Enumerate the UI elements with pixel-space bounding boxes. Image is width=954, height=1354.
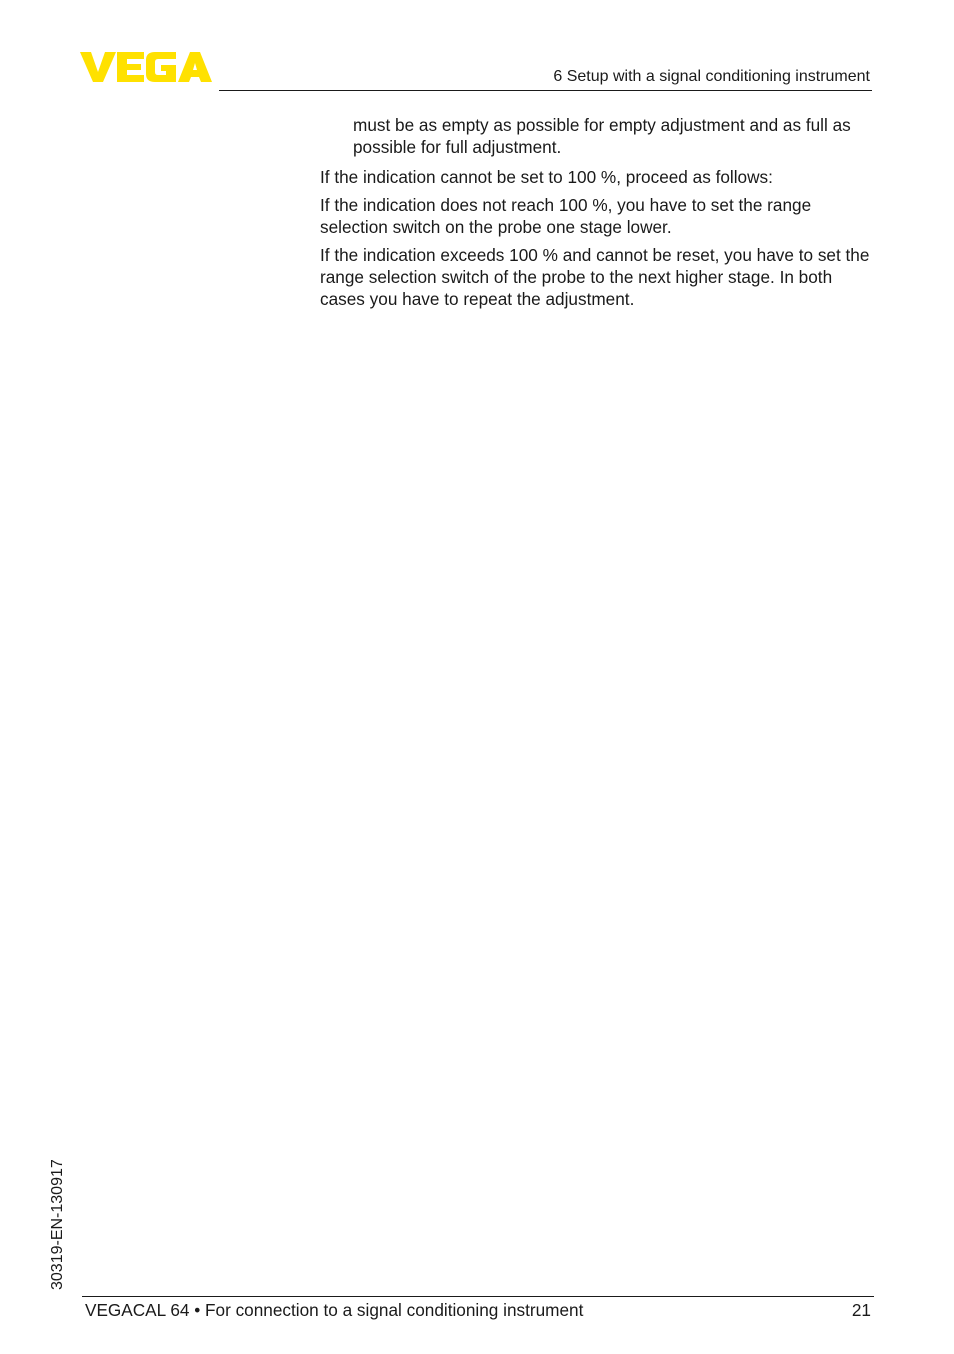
paragraph-continuation: must be as empty as possible for empty adjustment and as full as possible for full adjustment. — [353, 115, 851, 157]
body-text — [320, 114, 876, 316]
footer-product-title: VEGACAL 64 • For connection to a signal conditioning instrument — [85, 1300, 584, 1320]
vega-logo-icon — [80, 50, 212, 84]
page-number: 21 — [851, 1300, 871, 1320]
header-divider — [219, 90, 872, 91]
document-code: 30319-EN-130917 — [49, 1159, 66, 1290]
paragraph: If the indication cannot be set to 100 %, proceed as follows: — [320, 167, 773, 187]
vega-logo — [80, 50, 212, 84]
footer-divider — [82, 1296, 874, 1297]
header-section-title: 6 Setup with a signal conditioning instrument — [553, 68, 870, 85]
paragraph: If the indication does not reach 100 %, you have to set the range selection switch on the probe one stage lower. — [320, 195, 812, 237]
paragraph: If the indication exceeds 100 % and cannot be reset, you have to set the range selection switch of the probe to the next higher stage. In both cases you have to repeat the adjustment. — [320, 245, 870, 309]
